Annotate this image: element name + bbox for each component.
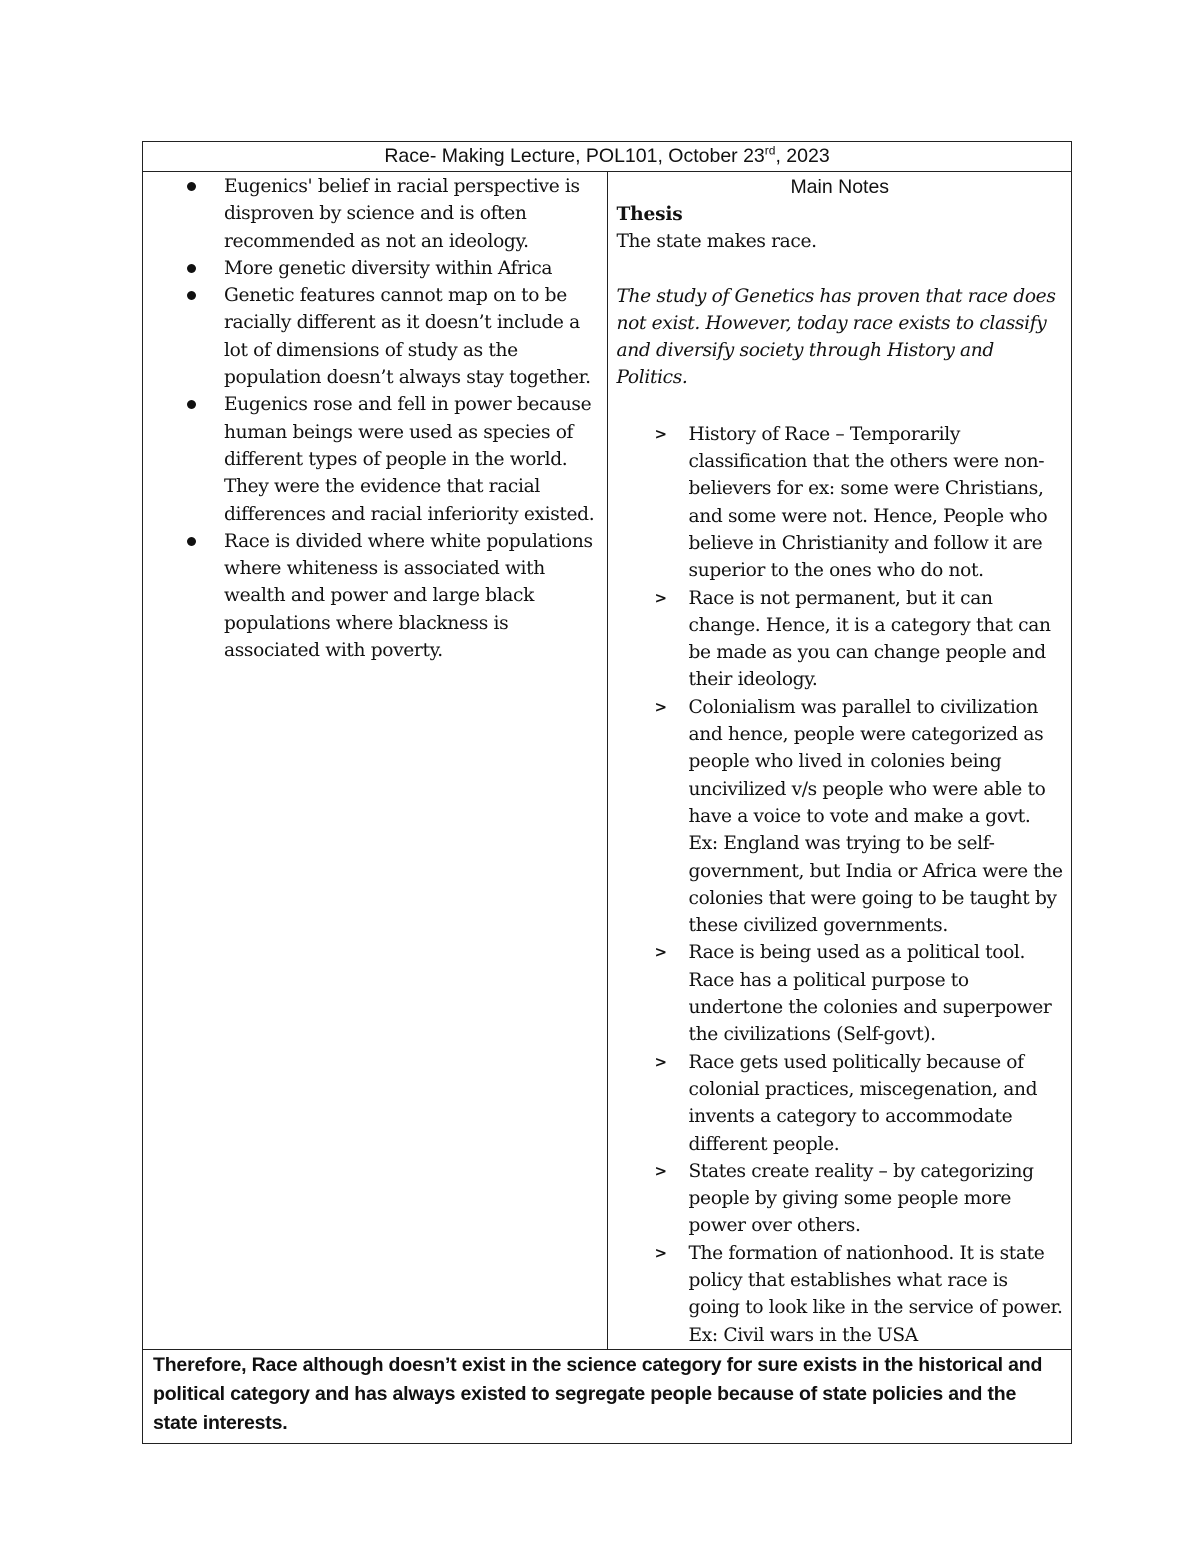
thesis-text: The state makes race.	[616, 231, 817, 253]
conclusion-row	[143, 1349, 1072, 1443]
bullet-dot-icon	[187, 264, 196, 273]
arrow-bullet-icon: >	[654, 588, 667, 607]
arrow-bullet-icon: >	[654, 424, 667, 443]
arrow-bullet-icon: >	[654, 1243, 667, 1262]
cue-column	[143, 172, 608, 1350]
cue-bullet-list	[187, 173, 601, 664]
notes-point-item	[617, 939, 1064, 1048]
main-notes-heading: Main Notes	[790, 176, 890, 198]
arrow-bullet-icon: >	[654, 943, 667, 962]
bullet-dot-icon	[187, 182, 196, 191]
cue-bullet-text: More genetic diversity within Africa	[224, 257, 553, 279]
body-row	[143, 172, 1072, 1350]
notes-point-item	[617, 1158, 1064, 1240]
arrow-bullet-icon: >	[654, 697, 667, 716]
notes-point-text: States create reality – by categorizing people by giving some people more power over others.	[688, 1160, 1034, 1237]
cue-bullet-text: Genetic features cannot map on to be racially different as it doesn’t include a lot of dimensions of study as the population doesn’t always stay together.	[224, 285, 591, 389]
thesis-elaboration: The study of Genetics has proven that race does not exist. However, today race exists to classify and diversify society through History and Politics.	[616, 285, 1056, 389]
notes-point-item	[617, 694, 1064, 940]
notes-point-item	[617, 585, 1064, 694]
notes-table	[142, 141, 1072, 1444]
cue-bullet-item	[187, 391, 601, 527]
arrow-bullet-icon: >	[654, 1161, 667, 1180]
cue-bullet-item	[187, 282, 601, 391]
notes-point-item	[617, 1049, 1064, 1158]
cue-bullet-text: Race is divided where white populations where whiteness is associated with wealth and power and large black populations where blackness is associated with poverty.	[224, 530, 593, 662]
notes-point-text: Race is not permanent, but it can change. Hence, it is a category that can be made as you can change people and their ideology.	[688, 587, 1051, 691]
document-title	[143, 142, 1072, 172]
title-prefix: Race- Making Lecture, POL101, October 23	[384, 145, 765, 167]
title-suffix: , 2023	[775, 145, 830, 167]
notes-point-item	[617, 1240, 1064, 1349]
main-notes-column	[607, 172, 1072, 1350]
cue-bullet-item	[187, 528, 601, 664]
arrow-bullet-icon: >	[654, 1052, 667, 1071]
notes-point-text: Race gets used politically because of colonial practices, miscegenation, and invents a category to accommodate different people.	[688, 1051, 1038, 1155]
cue-bullet-text: Eugenics' belief in racial perspective is disproven by science and is often recommended as not an ideology.	[224, 176, 580, 252]
notes-point-text: History of Race – Temporarily classification that the others were non-believers for ex: some were Christians, and some were not. Hence, People who believe in Christianity and follow it are superior to the ones who do not.	[688, 423, 1048, 582]
thesis-label: Thesis	[616, 204, 683, 225]
notes-point-text: Colonialism was parallel to civilization and hence, people were categorized as people who lived in colonies being uncivilized v/s people who were able to have a voice to vote and make a govt. Ex: England was trying to be self-government, but India or Africa were the colonies that were going to be taught by these civilized governments.	[688, 696, 1063, 937]
bullet-dot-icon	[187, 537, 196, 546]
notes-point-list	[617, 421, 1064, 1349]
conclusion-summary: Therefore, Race although doesn’t exist in the science category for sure exists in the historical and political category and has always existed to segregate people because of state policies and the state interests.	[143, 1349, 1072, 1443]
bullet-dot-icon	[187, 400, 196, 409]
title-superscript: rd	[764, 143, 776, 158]
bullet-dot-icon	[187, 291, 196, 300]
notes-point-text: Race is being used as a political tool. Race has a political purpose to undertone the colonies and superpower the civilizations (Self-govt).	[688, 942, 1052, 1046]
notes-point-item	[617, 421, 1064, 585]
notes-point-text: The formation of nationhood. It is state policy that establishes what race is going to look like in the service of power. Ex: Civil wars in the USA	[688, 1242, 1063, 1346]
cue-bullet-text: Eugenics rose and fell in power because human beings were used as species of different types of people in the world. They were the evidence that racial differences and racial inferiority existed.	[224, 394, 595, 525]
cue-bullet-item	[187, 255, 601, 282]
cue-bullet-item	[187, 173, 601, 255]
title-row	[143, 142, 1072, 172]
